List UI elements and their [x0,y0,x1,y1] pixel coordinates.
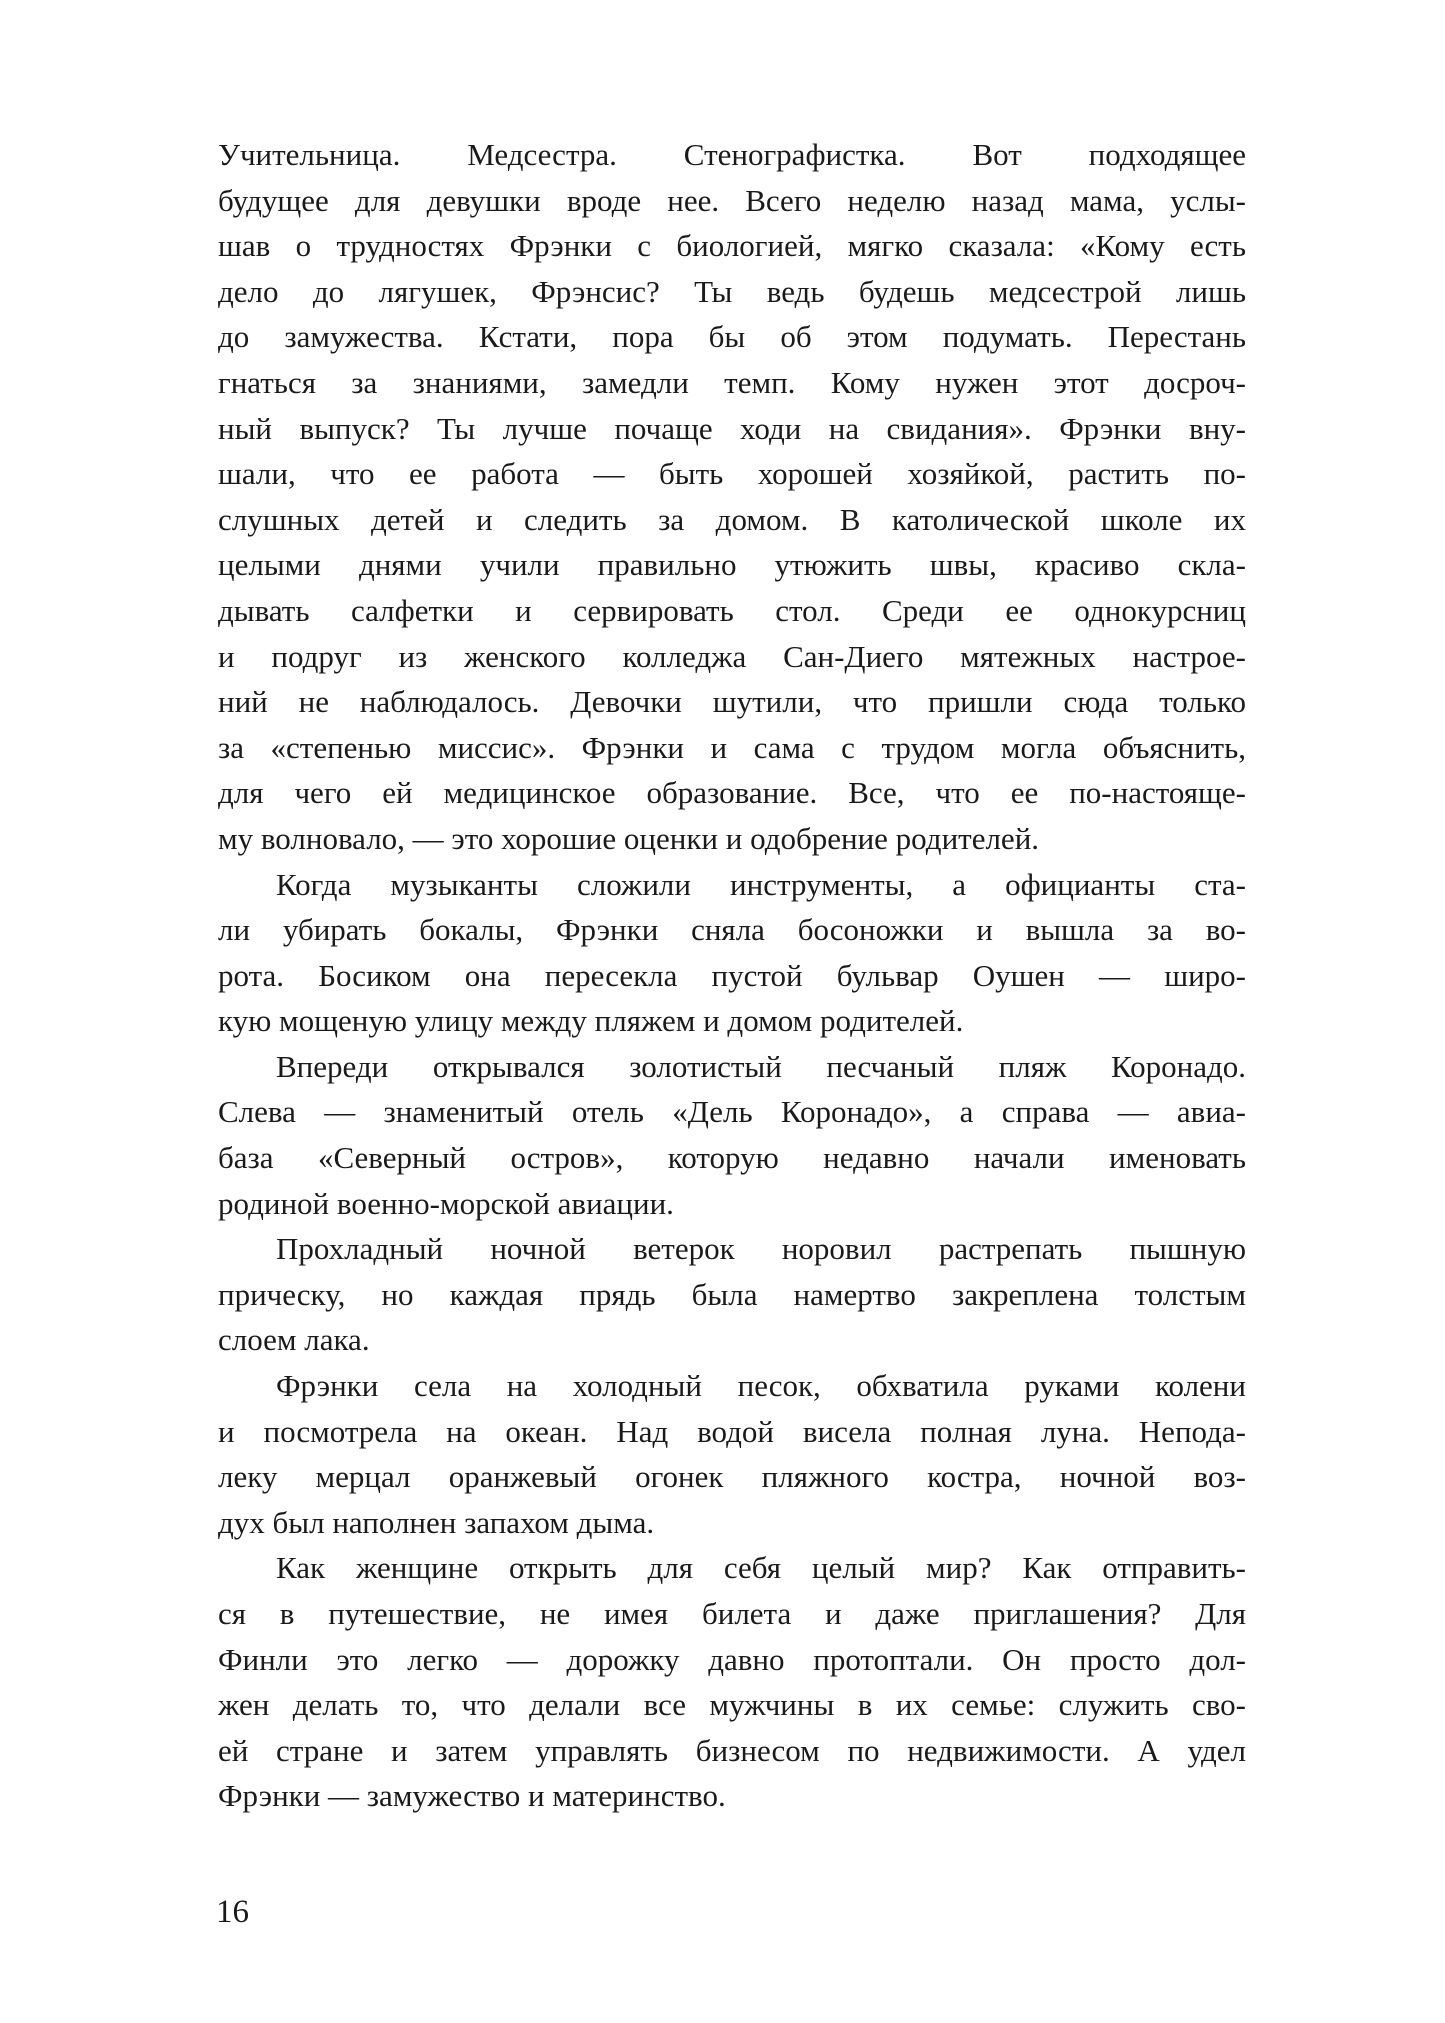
text-line: для чего ей медицинское образование. Все, что ее по-настояще- [218,775,1246,811]
text-line: дело до лягушек, Фрэнсис? Ты ведь будешь медсестрой лишь [218,273,1246,309]
text-line: слушных детей и следить за домом. В католической школе их [218,501,1246,537]
text-line: леку мерцал оранжевый огонек пляжного костра, ночной воз- [218,1459,1246,1495]
text-line: ный выпуск? Ты лучше почаще ходи на свидания». Фрэнки вну- [218,410,1246,446]
paragraph [218,1226,1246,1363]
text-line: и посмотрела на океан. Над водой висела полная луна. Непода- [218,1413,1246,1449]
text-line: ли убирать бокалы, Фрэнки сняла босоножки и вышла за во- [218,912,1246,948]
text-line: будущее для девушки вроде нее. Всего неделю назад мама, услы- [218,182,1246,218]
paragraph [218,1545,1246,1819]
text-line: Учительница. Медсестра. Стенографистка. Вот подходящее [218,137,1246,172]
paragraph [218,862,1246,1044]
text-line: рота. Босиком она пересекла пустой бульвар Оушен — широ- [218,957,1246,993]
text-line: му волновало, — это хорошие оценки и одобрение родителей. [218,820,1040,856]
text-line: целыми днями учили правильно утюжить швы, красиво скла- [218,547,1246,583]
text-line: прическу, но каждая прядь была намертво закреплена толстым [218,1276,1246,1312]
text-line: Финли это легко — дорожку давно протоптали. Он просто дол- [218,1641,1246,1677]
text-line: шав о трудностях Фрэнки с биологией, мягко сказала: «Кому есть [218,228,1246,264]
text-line: кую мощеную улицу между пляжем и домом родителей. [218,1003,964,1039]
body-text [218,132,1246,1819]
page-number: 16 [216,1894,249,1930]
text-line: Фрэнки — замужество и материнство. [218,1778,726,1814]
text-line: шали, что ее работа — быть хорошей хозяйкой, растить по- [218,456,1246,492]
text-line: гнаться за знаниями, замедли темп. Кому нужен этот досроч- [218,364,1246,400]
paragraph [218,132,1246,862]
text-line: ся в путешествие, не имея билета и даже приглашения? Для [218,1596,1246,1631]
text-line: Когда музыканты сложили инструменты, а официанты ста- [276,866,1246,902]
text-line: дух был наполнен запахом дыма. [218,1504,655,1540]
text-line: Фрэнки села на холодный песок, обхватила руками колени [276,1368,1246,1404]
paragraph [218,1044,1246,1226]
text-line: ей стране и затем управлять бизнесом по недвижимости. А удел [218,1732,1246,1768]
text-line: родиной военно-морской авиации. [218,1185,674,1221]
text-line: ний не наблюдалось. Девочки шутили, что пришли сюда только [218,684,1246,720]
text-line: до замужества. Кстати, пора бы об этом подумать. Перестань [218,319,1246,355]
text-line: Прохладный ночной ветерок норовил растрепать пышную [276,1231,1246,1267]
text-line: дывать салфетки и сервировать стол. Среди ее однокурсниц [218,592,1246,628]
text-line: Как женщине открыть для себя целый мир? Как отправить- [276,1550,1246,1586]
text-line: за «степенью миссис». Фрэнки и сама с трудом могла объяснить, [218,729,1246,765]
text-line: Слева — знаменитый отель «Дель Коронадо», а справа — авиа- [218,1094,1246,1130]
text-line: слоем лака. [218,1322,370,1358]
text-line: жен делать то, что делали все мужчины в их семье: служить сво- [218,1687,1246,1723]
text-line: Впереди открывался золотистый песчаный пляж Коронадо. [276,1048,1246,1084]
paragraph [218,1363,1246,1545]
text-line: база «Северный остров», которую недавно начали именовать [218,1140,1246,1176]
text-line: и подруг из женского колледжа Сан-Диего мятежных настрое- [218,638,1246,674]
